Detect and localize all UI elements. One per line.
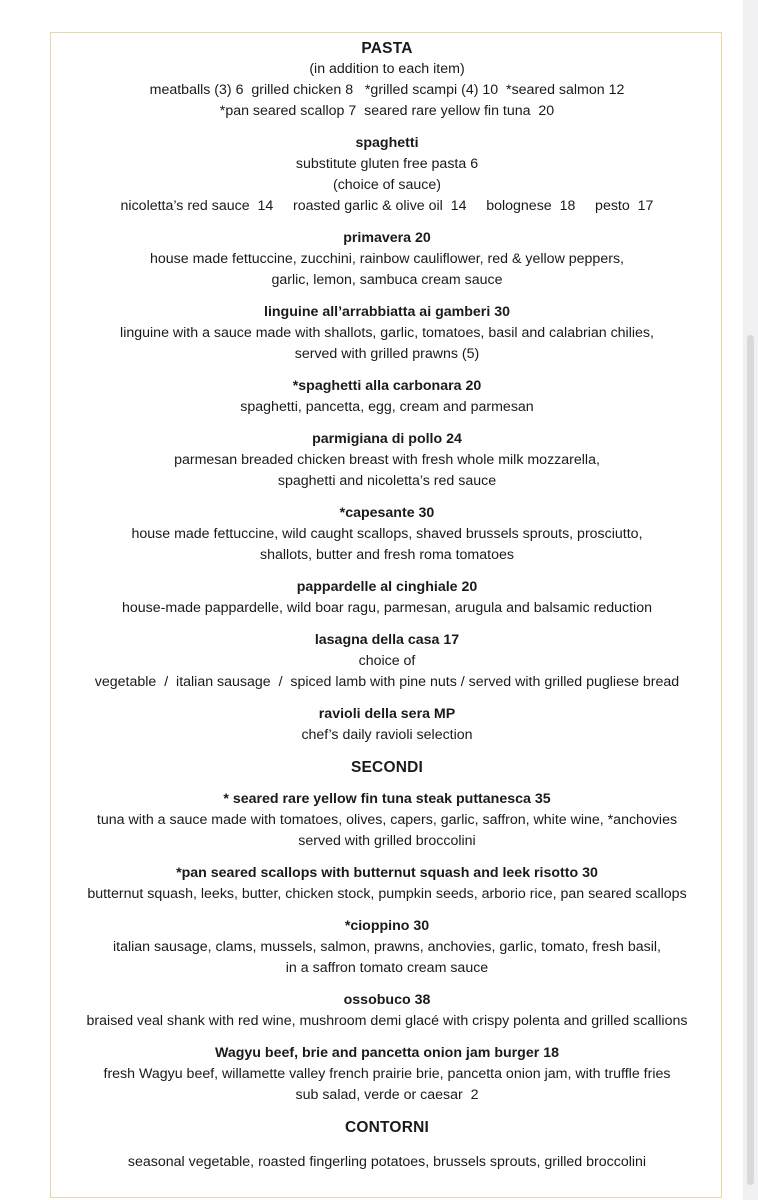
item-name: *spaghetti alla carbonara 20: [292, 378, 482, 394]
item-description: fresh Wagyu beef, willamette valley french prairie brie, pancetta onion jam, with truffle fries: [103, 1066, 671, 1082]
menu-item: [0, 429, 758, 492]
item-description: butternut squash, leeks, butter, chicken stock, pumpkin seeds, arborio rice, pan seared scallops: [87, 886, 687, 902]
item-description: in a saffron tomato cream sauce: [285, 960, 489, 976]
item-description: served with grilled prawns (5): [294, 346, 480, 362]
item-name: linguine all’arrabbiatta ai gamberi 30: [264, 304, 510, 320]
item-description: served with grilled broccolini: [298, 833, 476, 849]
menu-item: [0, 376, 758, 418]
menu-item: [0, 1043, 758, 1106]
pasta-addons-line: *pan seared scallop 7 seared rare yellow fin tuna 20: [219, 103, 555, 119]
item-name: ravioli della sera MP: [318, 706, 456, 722]
contorni-list: seasonal vegetable, roasted fingerling potatoes, brussels sprouts, grilled broccolini: [127, 1154, 647, 1170]
item-description: braised veal shank with red wine, mushroom demi glacé with crispy polenta and grilled scallions: [86, 1013, 688, 1029]
item-name: *cioppino 30: [344, 918, 430, 934]
menu-item: [0, 990, 758, 1032]
item-name: ossobuco 38: [343, 992, 431, 1008]
item-name: *capesante 30: [339, 505, 435, 521]
item-description: house made fettuccine, zucchini, rainbow cauliflower, red & yellow peppers,: [150, 251, 624, 267]
item-description: tuna with a sauce made with tomatoes, olives, capers, garlic, saffron, white wine, *anchovies: [96, 812, 678, 828]
item-description: linguine with a sauce made with shallots, garlic, tomatoes, basil and calabrian chilies,: [120, 325, 654, 341]
item-description: chef’s daily ravioli selection: [301, 727, 473, 743]
item-name: Wagyu beef, brie and pancetta onion jam burger 18: [215, 1045, 559, 1061]
item-description: sub salad, verde or caesar 2: [295, 1087, 479, 1103]
menu-item: [0, 133, 758, 217]
item-description: vegetable / italian sausage / spiced lamb with pine nuts / served with grilled pugliese bread: [94, 674, 680, 690]
item-description: house made fettuccine, wild caught scallops, shaved brussels sprouts, prosciutto,: [131, 526, 643, 542]
menu-item: [0, 503, 758, 566]
item-description: house-made pappardelle, wild boar ragu, parmesan, arugula and balsamic reduction: [122, 600, 652, 616]
item-description: (choice of sauce): [332, 177, 442, 193]
menu-item: [0, 577, 758, 619]
item-name: parmigiana di pollo 24: [312, 431, 462, 447]
section-title-contorni: CONTORNI: [345, 1119, 429, 1136]
pasta-addons-note: (in addition to each item): [309, 61, 465, 77]
item-description: nicoletta’s red sauce 14 roasted garlic & olive oil 14 bolognese 18 pesto 17: [120, 198, 654, 214]
menu-item: [0, 789, 758, 852]
menu-item: [0, 863, 758, 905]
item-description: garlic, lemon, sambuca cream sauce: [271, 272, 503, 288]
item-description: spaghetti, pancetta, egg, cream and parmesan: [240, 399, 534, 415]
menu-item: [0, 916, 758, 979]
section-title-pasta: PASTA: [361, 40, 413, 57]
item-name: spaghetti: [355, 135, 419, 151]
item-description: shallots, butter and fresh roma tomatoes: [260, 547, 514, 563]
item-name: pappardelle al cinghiale 20: [296, 579, 478, 595]
item-name: lasagna della casa 17: [314, 632, 460, 648]
item-name: * seared rare yellow fin tuna steak puttanesca 35: [223, 791, 551, 807]
item-description: spaghetti and nicoletta’s red sauce: [277, 473, 497, 489]
item-description: italian sausage, clams, mussels, salmon, prawns, anchovies, garlic, tomato, fresh basil,: [112, 939, 662, 955]
item-name: primavera 20: [343, 230, 431, 246]
menu-item: [0, 228, 758, 291]
item-description: parmesan breaded chicken breast with fresh whole milk mozzarella,: [174, 452, 600, 468]
section-title-secondi: SECONDI: [350, 759, 424, 776]
menu-item: [0, 630, 758, 693]
pasta-addons-line: meatballs (3) 6 grilled chicken 8 *grilled scampi (4) 10 *seared salmon 12: [149, 82, 625, 98]
item-description: choice of: [358, 653, 416, 669]
menu-item: [0, 302, 758, 365]
menu-content: [0, 38, 758, 1173]
item-description: substitute gluten free pasta 6: [295, 156, 479, 172]
menu-item: [0, 704, 758, 746]
item-name: *pan seared scallops with butternut squash and leek risotto 30: [176, 865, 598, 881]
